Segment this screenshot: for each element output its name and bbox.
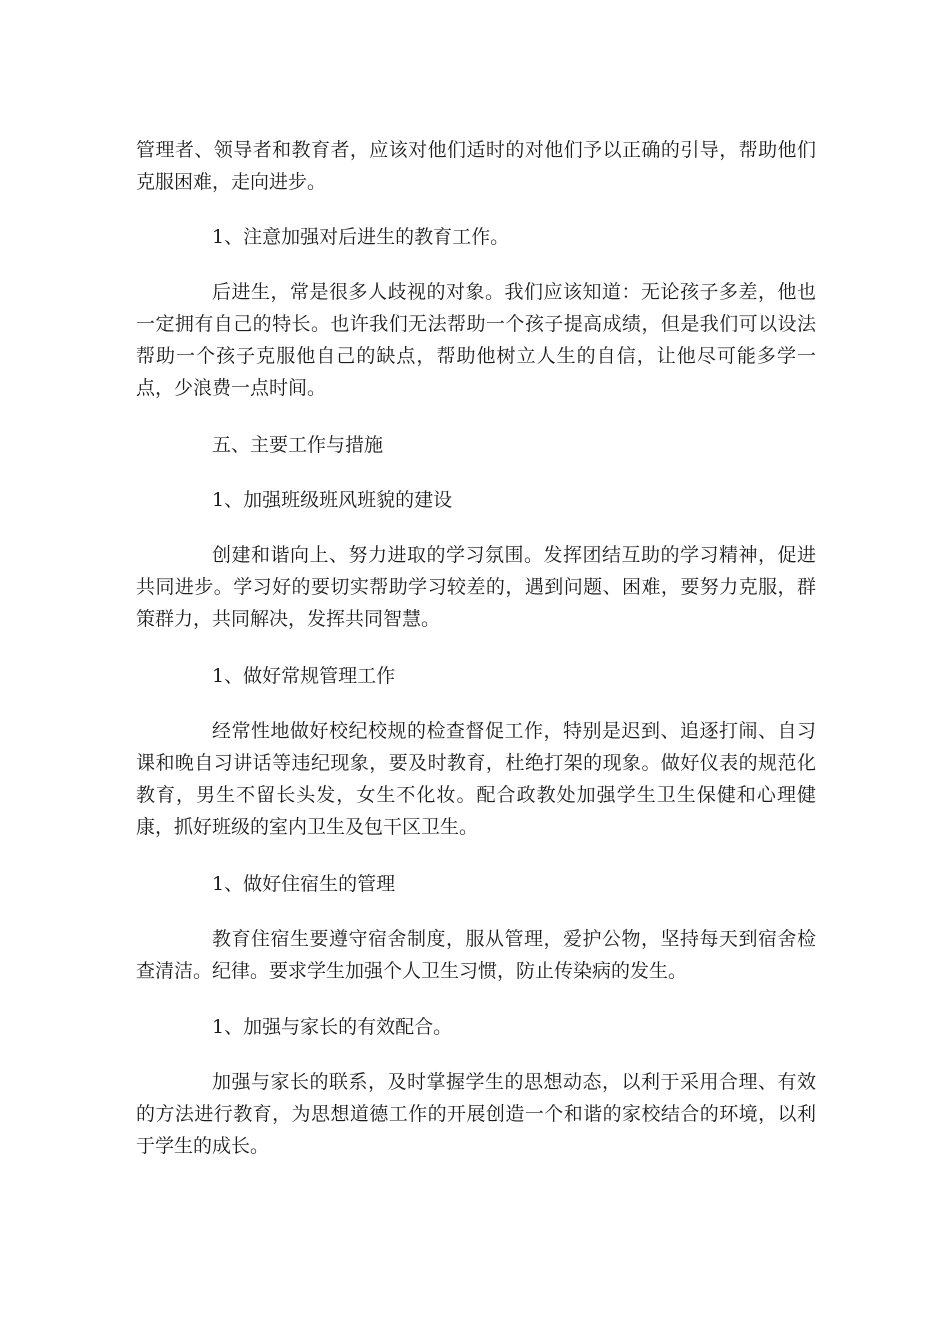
heading-main-measures: 五、主要工作与措施 bbox=[212, 434, 384, 456]
paragraph-boarding-students: 教育住宿生要遵守宿舍制度，服从管理，爱护公物，坚持每天到宿舍检查清洁。纪律。要求学生加强个人卫生习惯，防止传染病的发生。 bbox=[136, 928, 816, 982]
heading-routine-management: 1、做好常规管理工作 bbox=[212, 665, 396, 687]
heading-boarding-students: 1、做好住宿生的管理 bbox=[212, 873, 396, 895]
paragraph-backward-students: 后进生，常是很多人歧视的对象。我们应该知道：无论孩子多差，他也一定拥有自己的特长。也许我们无法帮助一个孩子提高成绩，但是我们可以设法帮助一个孩子克服他自己的缺点，帮助他树立人生的自信，让他尽可能多学一点，少浪费一点时间。 bbox=[136, 281, 816, 399]
paragraph-routine-management: 经常性地做好校纪校规的检查督促工作，特别是迟到、追逐打闹、自习课和晚自习讲话等违纪现象，要及时教育，杜绝打架的现象。做好仪表的规范化教育，男生不留长头发，女生不化妆。配合政教处加强学生卫生保健和心理健康，抓好班级的室内卫生及包干区卫生。 bbox=[136, 720, 816, 838]
heading-backward-students: 1、注意加强对后进生的教育工作。 bbox=[212, 226, 510, 248]
heading-class-style: 1、加强班级班风班貌的建设 bbox=[212, 489, 453, 511]
heading-parent-cooperation: 1、加强与家长的有效配合。 bbox=[212, 1016, 453, 1038]
paragraph-intro-continuation: 管理者、领导者和教育者，应该对他们适时的对他们予以正确的引导，帮助他们克服困难，走向进步。 bbox=[136, 139, 816, 193]
paragraph-parent-cooperation: 加强与家长的联系，及时掌握学生的思想动态，以利于采用合理、有效的方法进行教育，为思想道德工作的开展创造一个和谐的家校结合的环境，以利于学生的成长。 bbox=[136, 1071, 816, 1157]
paragraph-class-style: 创建和谐向上、努力进取的学习氛围。发挥团结互助的学习精神，促进共同进步。学习好的要切实帮助学习较差的，遇到问题、困难，要努力克服，群策群力，共同解决，发挥共同智慧。 bbox=[136, 544, 816, 630]
